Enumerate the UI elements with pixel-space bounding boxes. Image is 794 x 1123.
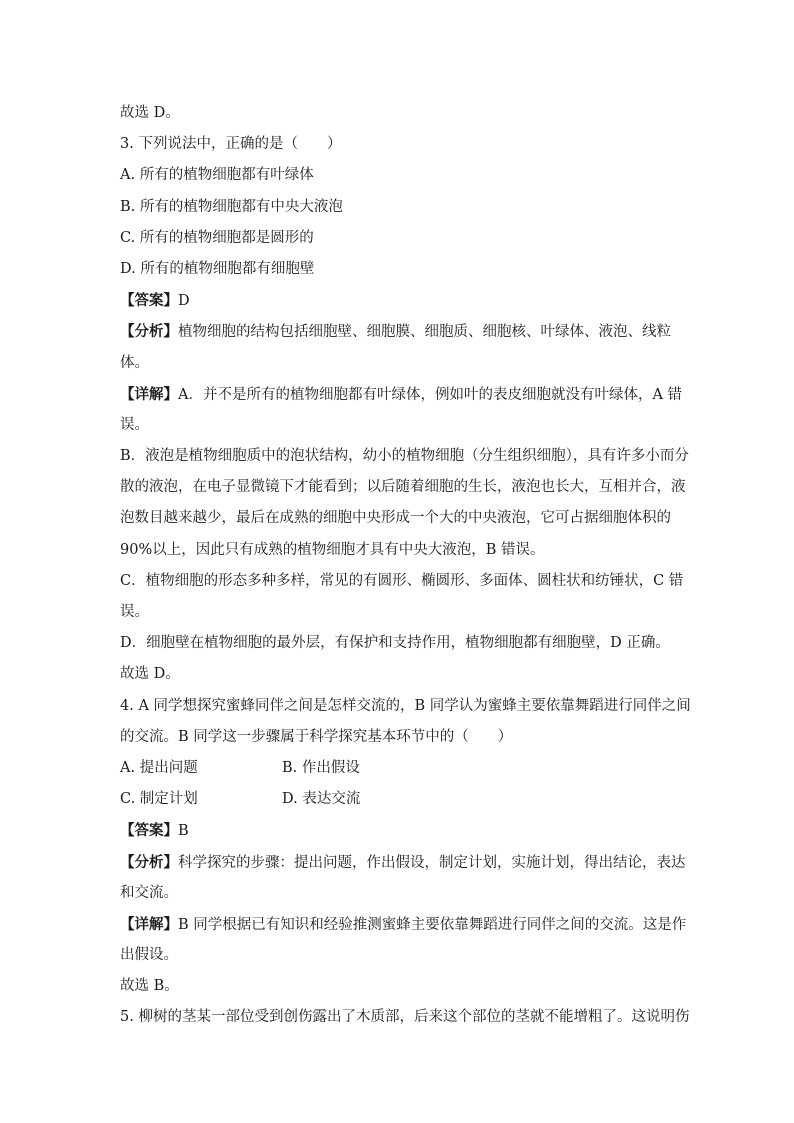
section-tag: 【分析】 — [120, 853, 178, 871]
text-line: C. 所有的植物细胞都是圆形的 — [120, 229, 314, 246]
text-line — [120, 285, 680, 316]
text-line: C．植物细胞的形态多种多样，常见的有圆形、椭圆形、多面体、圆柱状和纺锤状，C 错 — [120, 572, 684, 589]
text-line: B. 所有的植物细胞都有中央大液泡 — [120, 198, 343, 215]
section-tag: 【详解】 — [120, 385, 178, 403]
text-line — [120, 847, 686, 878]
text-line: 3. 下列说法中，正确的是（ ） — [120, 136, 342, 153]
line-text: A．并不是所有的植物细胞都有叶绿体，例如叶的表皮细胞就没有叶绿体，A 错 — [178, 386, 683, 403]
line-text: B 同学根据已有知识和经验推测蜜蜂主要依靠舞蹈进行同伴之间的交流。这是作 — [178, 916, 687, 933]
line-text: B — [178, 823, 189, 840]
text-line: D. 所有的植物细胞都有细胞壁 — [120, 260, 315, 277]
text-line: 的交流。B 同学这一步骤属于科学探究基本环节中的（ ） — [120, 728, 513, 745]
text-line: 误。 — [120, 416, 149, 433]
text-line — [120, 379, 683, 410]
option-choice: D. 表达交流 — [282, 791, 361, 808]
text-line: 故选 D。 — [120, 105, 180, 121]
section-tag: 【详解】 — [120, 915, 178, 933]
text-line: 体。 — [120, 354, 149, 371]
text-line — [120, 909, 687, 940]
option-choice: C. 制定计划 — [120, 791, 198, 808]
text-line: 90%以上，因此只有成熟的植物细胞才具有中央大液泡，B 错误。 — [120, 541, 545, 558]
text-line: 故选 D。 — [120, 666, 180, 683]
text-line: A. 所有的植物细胞都有叶绿体 — [120, 167, 314, 184]
section-tag: 【答案】 — [120, 822, 178, 840]
text-line: B．液泡是植物细胞质中的泡状结构，幼小的植物细胞（分生组织细胞），具有许多小而分 — [120, 448, 689, 465]
text-line: 泡数目越来越少，最后在成熟的细胞中央形成一个大的中央液泡，它可占据细胞体积的 — [120, 510, 671, 527]
text-line — [120, 753, 680, 784]
text-line — [120, 784, 680, 815]
document-content — [120, 98, 691, 1034]
text-line: D．细胞壁在植物细胞的最外层，有保护和支持作用，植物细胞都有细胞壁，D 正确。 — [120, 635, 670, 652]
text-line: 出假设。 — [120, 947, 178, 964]
text-line: 5. 柳树的茎某一部位受到创伤露出了木质部，后来这个部位的茎就不能增粗了。这说明伤 — [120, 1009, 690, 1026]
section-tag: 【分析】 — [120, 323, 178, 341]
option-choice: B. 作出假设 — [282, 759, 360, 776]
text-line: 误。 — [120, 604, 149, 620]
option-choice: A. 提出问题 — [120, 759, 198, 776]
text-line — [120, 316, 680, 347]
text-line: 故选 B。 — [120, 978, 179, 995]
section-tag: 【答案】 — [120, 292, 178, 310]
line-text: 科学探究的步骤：提出问题，作出假设，制定计划，实施计划，得出结论，表达 — [178, 854, 686, 871]
line-text: D — [178, 293, 190, 310]
text-line: 和交流。 — [120, 884, 178, 901]
text-line: 4. A 同学想探究蜜蜂同伴之间是怎样交流的，B 同学认为蜜蜂主要依靠舞蹈进行同伴之间 — [120, 697, 691, 714]
text-line: 散的液泡，在电子显微镜下才能看到；以后随着细胞的生长，液泡也长大，互相并合，液 — [120, 479, 686, 496]
line-text: 植物细胞的结构包括细胞壁、细胞膜、细胞质、细胞核、叶绿体、液泡、线粒 — [178, 324, 671, 341]
text-line — [120, 815, 680, 846]
